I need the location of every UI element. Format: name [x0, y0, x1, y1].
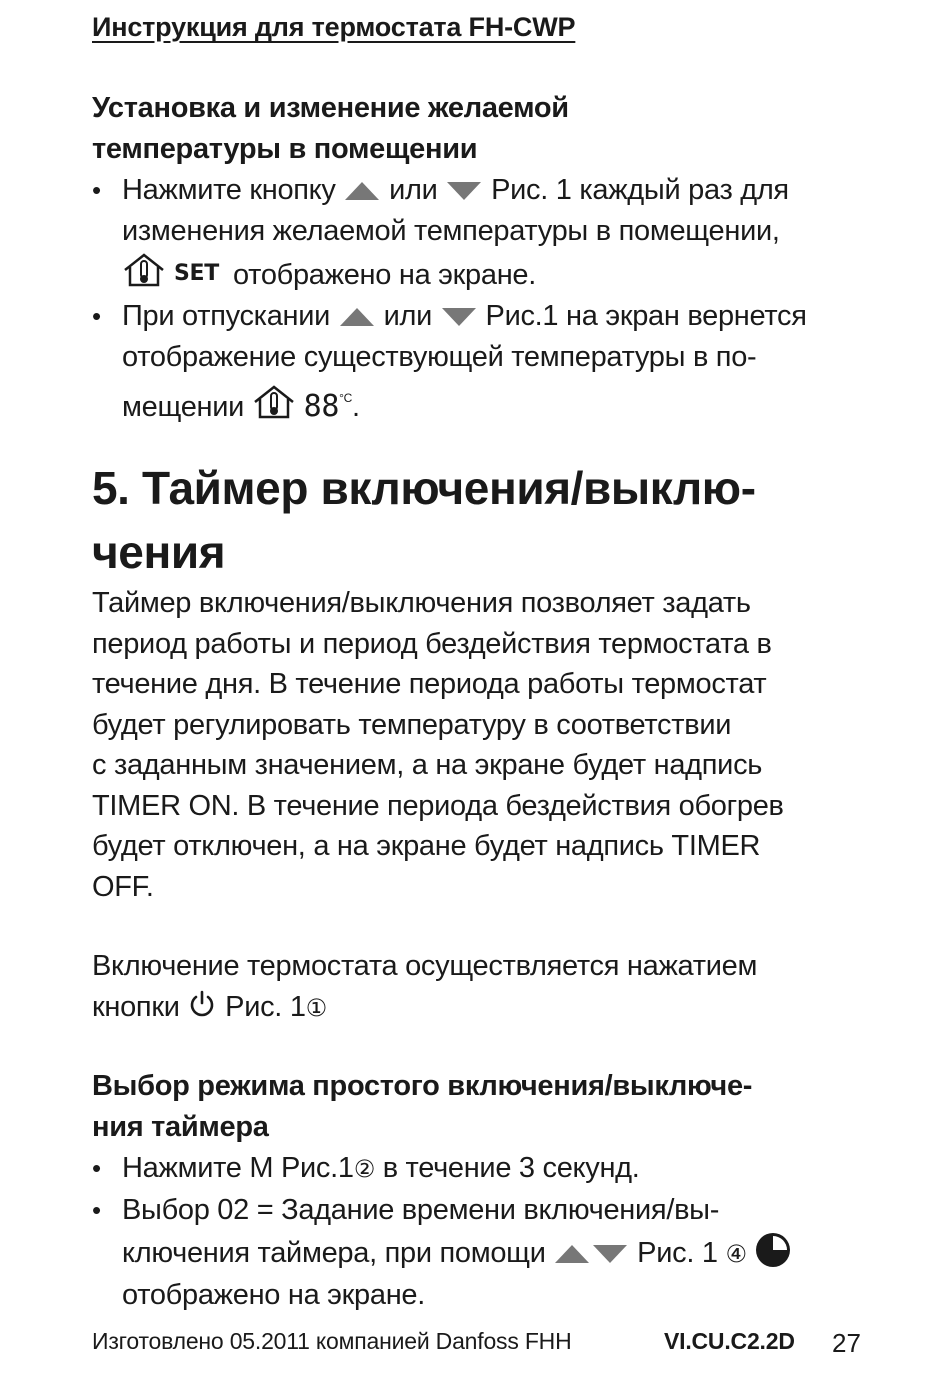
callout-number: ①	[305, 993, 327, 1022]
paragraph-line: Рис. 1	[225, 990, 306, 1023]
mode-heading-line2: ния таймера	[92, 1111, 269, 1143]
up-arrow-icon	[343, 180, 381, 202]
set-temp-bullet-1	[92, 170, 882, 296]
bullet-text: или	[383, 300, 432, 332]
bullet-text: Нажмите M Рис.1	[122, 1152, 354, 1184]
up-arrow-icon	[553, 1243, 591, 1265]
set-temp-heading	[92, 88, 569, 170]
bullet-text: отображение существующей температуры в по-	[122, 341, 757, 373]
bullet-text: изменения желаемой температуры в помещении,	[122, 215, 780, 247]
bullet-text: мещении	[122, 391, 245, 423]
paragraph-line: Включение термостата осуществляется нажатием	[92, 950, 758, 982]
temperature-digits: 88	[303, 389, 340, 424]
bullet-text: или	[389, 174, 438, 206]
bullet-text: Рис.1 на экран вернется	[485, 300, 807, 332]
section-5-title-line1: 5. Таймер включения/выклю-	[92, 462, 756, 514]
down-arrow-icon	[445, 180, 483, 202]
callout-number: ④	[725, 1240, 747, 1268]
set-temp-bullets	[92, 170, 882, 428]
paragraph-line: с заданным значением, а на экране будет надпись	[92, 749, 763, 781]
bullet-text: Рис. 1	[637, 1237, 718, 1269]
paragraph-line: период работы и период бездействия термостата в	[92, 627, 772, 660]
bullet-text: отображено на экране.	[232, 259, 536, 291]
set-temp-heading-line1: Установка и изменение желаемой	[92, 92, 569, 124]
temperature-unit: °C	[339, 391, 352, 405]
house-thermometer-icon	[122, 252, 166, 288]
house-thermometer-icon	[252, 384, 296, 420]
callout-number: ②	[353, 1155, 375, 1183]
bullet-text: Нажмите кнопку	[122, 174, 336, 206]
bullet-text: Выбор 02 = Задание времени включения/вы-	[122, 1194, 720, 1226]
bullet-text: Рис. 1 каждый раз для	[491, 174, 789, 206]
bullet-text: в течение 3 секунд.	[382, 1152, 640, 1184]
mode-bullet-1	[92, 1148, 882, 1190]
set-temp-bullet-2	[92, 296, 882, 428]
power-icon	[187, 989, 217, 1019]
section-5-title-line2: чения	[92, 526, 226, 578]
bullet-text: отображено на экране.	[122, 1279, 426, 1311]
paragraph-line: будет регулировать температуру в соответствии	[92, 708, 732, 741]
set-label: SET	[174, 261, 219, 286]
paragraph-line: кнопки	[92, 990, 180, 1023]
paragraph-line: Таймер включения/выключения позволяет задать	[92, 587, 751, 619]
down-arrow-icon	[440, 306, 478, 328]
paragraph-line: будет отключен, а на экране будет надпись TIMER	[92, 830, 761, 862]
page-number: 27	[832, 1328, 861, 1358]
section-5-title	[92, 456, 756, 584]
set-temp-heading-line2: температуры в помещении	[92, 133, 478, 165]
bullet-text: ключения таймера, при помощи	[122, 1237, 546, 1269]
mode-bullet-2	[92, 1190, 882, 1316]
mode-bullets	[92, 1148, 882, 1316]
bullet-text: .	[351, 391, 360, 423]
paragraph-line: OFF.	[92, 870, 154, 903]
mode-heading-line1: Выбор режима простого включения/выключе-	[92, 1070, 753, 1102]
paragraph-line: течение дня. В течение периода работы термостат	[92, 668, 767, 700]
footer-doc-code: VI.CU.C2.2D	[664, 1328, 795, 1354]
bullet-text: При отпускании	[122, 300, 331, 332]
clock-icon	[754, 1231, 792, 1269]
down-arrow-icon	[591, 1243, 629, 1265]
paragraph-line: TIMER ON. В течение периода бездействия обогрев	[92, 789, 784, 822]
footer-made: Изготовлено 05.2011 компанией Danfoss FHH	[92, 1328, 572, 1354]
mode-heading	[92, 1066, 752, 1148]
running-title: Инструкция для термостата FH-CWP	[92, 12, 576, 42]
power-on-paragraph	[92, 946, 882, 1028]
up-arrow-icon	[338, 306, 376, 328]
timer-description	[92, 583, 882, 907]
